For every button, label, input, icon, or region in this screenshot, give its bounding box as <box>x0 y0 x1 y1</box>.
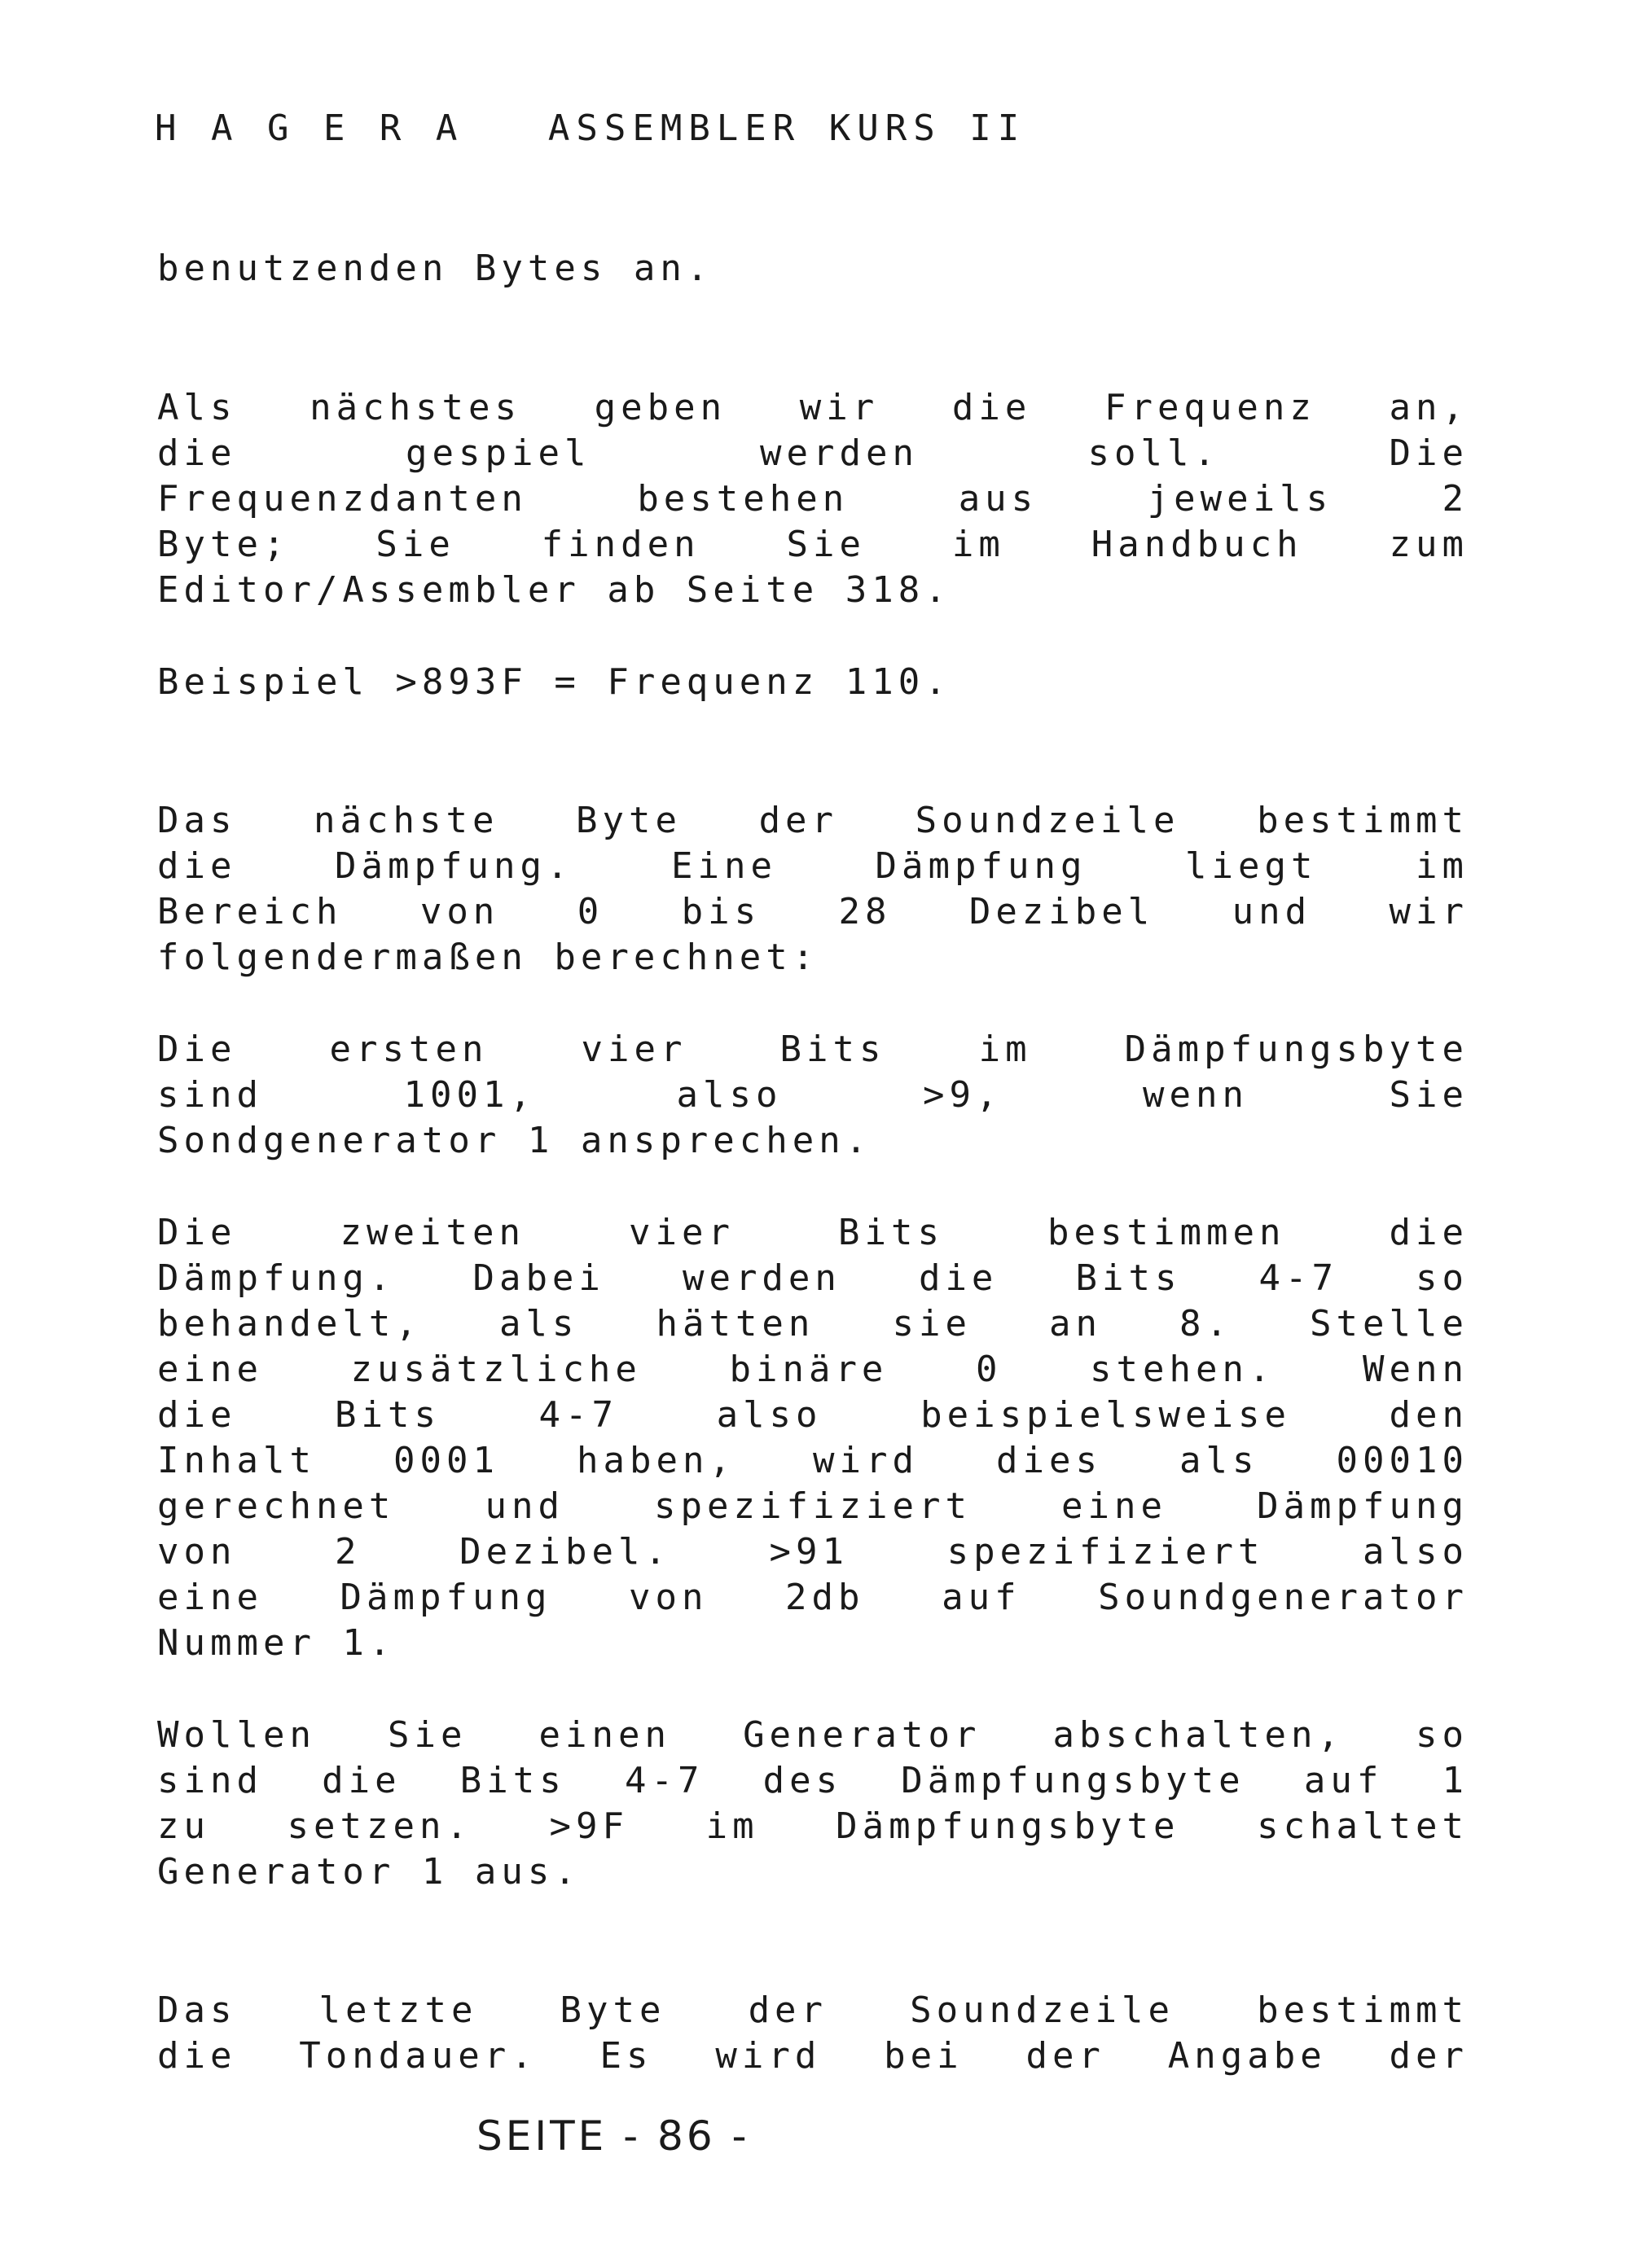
text-line: eine zusätzliche binäre 0 stehen. Wenn <box>157 1349 1469 1390</box>
text-line: Inhalt 0001 haben, wird dies als 00010 <box>157 1440 1469 1481</box>
text-line: die Tondauer. Es wird bei der Angabe der <box>157 2035 1469 2077</box>
text-line: die Bits 4-7 also beispielsweise den <box>157 1394 1469 1436</box>
text-line: eine Dämpfung von 2db auf Soundgenerator <box>157 1577 1469 1618</box>
page-number: SEITE - 86 - <box>476 2112 750 2160</box>
text-line: Die zweiten vier Bits bestimmen die <box>157 1212 1469 1253</box>
text-line: die gespiel werden soll. Die <box>157 432 1469 474</box>
text-line: Als nächstes geben wir die Frequenz an, <box>157 387 1469 428</box>
text-line: Frequenzdanten bestehen aus jeweils 2 <box>157 478 1469 520</box>
text-line: Editor/Assembler ab Seite 318. <box>157 569 951 611</box>
text-line: Beispiel >893F = Frequenz 110. <box>157 661 951 703</box>
text-line: Das letzte Byte der Soundzeile bestimmt <box>157 1989 1469 2031</box>
text-line: benutzenden Bytes an. <box>157 248 714 289</box>
page-header: H A G E R A ASSEMBLER KURS II <box>155 107 1026 149</box>
text-line: Das nächste Byte der Soundzeile bestimmt <box>157 800 1469 841</box>
text-line: sind die Bits 4-7 des Dämpfungsbyte auf 1 <box>157 1760 1469 1801</box>
text-line: Generator 1 aus. <box>157 1851 581 1893</box>
text-line: Byte; Sie finden Sie im Handbuch zum <box>157 524 1469 565</box>
text-line: von 2 Dezibel. >91 spezifiziert also <box>157 1531 1469 1573</box>
text-line: Bereich von 0 bis 28 Dezibel und wir <box>157 891 1469 932</box>
text-line: sind 1001, also >9, wenn Sie <box>157 1074 1469 1116</box>
text-line: Die ersten vier Bits im Dämpfungsbyte <box>157 1029 1469 1070</box>
text-line: Dämpfung. Dabei werden die Bits 4-7 so <box>157 1257 1469 1299</box>
text-line: zu setzen. >9F im Dämpfungsbyte schaltet <box>157 1805 1469 1847</box>
text-line: Sondgenerator 1 ansprechen. <box>157 1120 872 1161</box>
text-line: folgendermaßen berechnet: <box>157 937 819 978</box>
text-line: behandelt, als hätten sie an 8. Stelle <box>157 1303 1469 1345</box>
text-line: die Dämpfung. Eine Dämpfung liegt im <box>157 845 1469 887</box>
text-line: Wollen Sie einen Generator abschalten, so <box>157 1714 1469 1756</box>
text-line: Nummer 1. <box>157 1622 396 1664</box>
text-line: gerechnet und spezifiziert eine Dämpfung <box>157 1485 1469 1527</box>
